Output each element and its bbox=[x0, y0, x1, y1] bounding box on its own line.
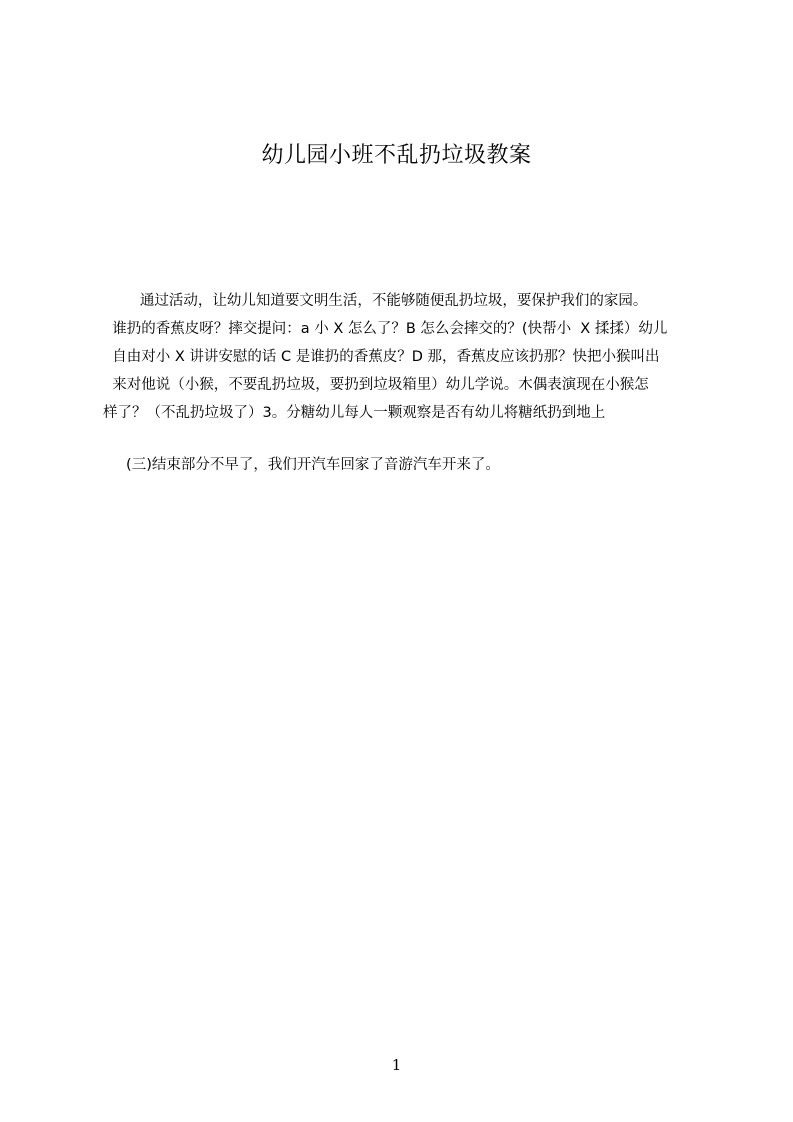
paragraph-line: 谁扔的香蕉皮呀？摔交提问：a 小 X 怎么了？B 怎么会摔交的？(快帮小 X 揉揉）幼儿 bbox=[103, 321, 668, 337]
paragraph-line: 自由对小 X 讲讲安慰的话 C 是谁扔的香蕉皮？D 那，香蕉皮应该扔那？快把小猴叫出 bbox=[103, 349, 660, 365]
paragraph-line: 来对他说（小猴，不要乱扔垃圾，要扔到垃圾箱里）幼儿学说。木偶表演现在小猴怎 bbox=[103, 377, 649, 393]
document-body bbox=[103, 287, 699, 479]
paragraph-2 bbox=[103, 451, 699, 479]
paragraph-1 bbox=[103, 287, 699, 427]
paragraph-spacer bbox=[103, 427, 699, 451]
paragraph-line: (三)结束部分不早了，我们开汽车回家了音游汽车开来了。 bbox=[103, 457, 500, 473]
paragraph-line: 样了？（不乱扔垃圾了）3。分糖幼儿每人一颗观察是否有幼儿将糖纸扔到地上 bbox=[103, 405, 606, 421]
paragraph-line: 通过活动，让幼儿知道要文明生活，不能够随便乱扔垃圾，要保护我们的家园。 bbox=[103, 293, 648, 309]
page-number: 1 bbox=[391, 1056, 402, 1074]
document-title: 幼儿园小班不乱扔垃圾教案 bbox=[261, 143, 532, 168]
